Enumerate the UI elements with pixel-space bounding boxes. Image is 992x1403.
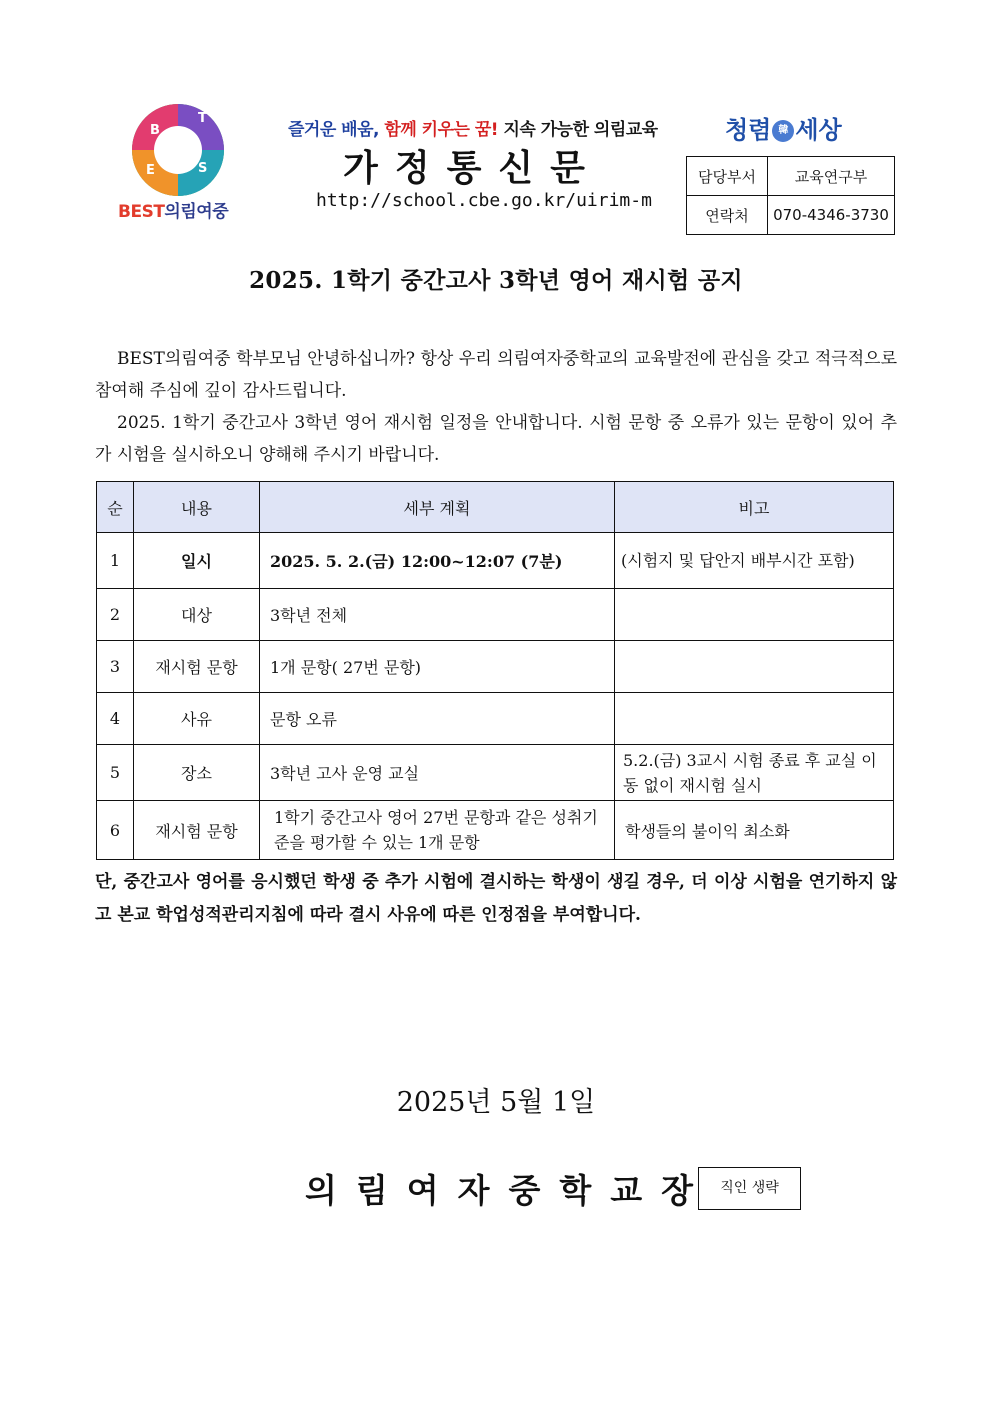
row-note bbox=[615, 589, 894, 641]
row-detail: 3학년 전체 bbox=[260, 589, 615, 641]
row-item: 재시험 문항 bbox=[134, 641, 260, 693]
schedule-table bbox=[96, 481, 894, 860]
row-detail: 1학기 중간고사 영어 27번 문항과 같은 성취기준을 평가할 수 있는 1개 문항 bbox=[260, 801, 615, 860]
logo-caption-best: BEST bbox=[118, 202, 165, 222]
logo-letter-t: T bbox=[198, 111, 207, 126]
table-row bbox=[97, 801, 894, 860]
integrity-mark-part1: 청렴 bbox=[725, 116, 772, 144]
row-note: 학생들의 불이익 최소화 bbox=[615, 801, 894, 860]
issue-date: 2025년 5월 1일 bbox=[396, 1087, 596, 1118]
row-item: 대상 bbox=[134, 589, 260, 641]
row-item: 재시험 문항 bbox=[134, 801, 260, 860]
logo-letter-e: E bbox=[146, 163, 155, 178]
emblem-icon: 韓 bbox=[772, 120, 794, 142]
row-item: 장소 bbox=[134, 745, 260, 801]
slogan bbox=[288, 115, 658, 140]
integrity-mark-part2: 세상 bbox=[795, 116, 842, 144]
row-note bbox=[615, 641, 894, 693]
school-url[interactable]: http://school.cbe.go.kr/uirim-m bbox=[316, 190, 652, 211]
absence-notice: 단, 중간고사 영어를 응시했던 학생 중 추가 시험에 결시하는 학생이 생길 경우, 더 이상 시험을 연기하지 않고 본교 학업성적관리지침에 따라 결시 사유에 따른 인정점을 부여합니다. bbox=[95, 872, 897, 925]
integrity-mark bbox=[725, 110, 865, 146]
table-row bbox=[97, 533, 894, 589]
contact-row bbox=[687, 157, 895, 196]
contact-key: 연락처 bbox=[687, 196, 768, 235]
row-detail: 3학년 고사 운영 교실 bbox=[260, 745, 615, 801]
table-row bbox=[97, 693, 894, 745]
row-no: 4 bbox=[97, 693, 134, 745]
row-no: 2 bbox=[97, 589, 134, 641]
contact-value: 교육연구부 bbox=[768, 157, 895, 196]
row-no: 6 bbox=[97, 801, 134, 860]
header-detail: 세부 계획 bbox=[260, 482, 615, 533]
row-note: 5.2.(금) 3교시 시험 종료 후 교실 이동 없이 재시험 실시 bbox=[615, 745, 894, 801]
contact-row bbox=[687, 196, 895, 235]
row-detail: 2025. 5. 2.(금) 12:00~12:07 (7분) bbox=[260, 533, 615, 589]
newsletter-title: 가정통신문 bbox=[343, 148, 602, 189]
row-note bbox=[615, 693, 894, 745]
table-row bbox=[97, 589, 894, 641]
school-logo bbox=[128, 100, 228, 200]
header-no: 순 bbox=[97, 482, 134, 533]
table-header-row bbox=[97, 482, 894, 533]
row-detail: 문항 오류 bbox=[260, 693, 615, 745]
contact-key: 담당부서 bbox=[687, 157, 768, 196]
greeting-paragraph bbox=[95, 343, 897, 407]
row-detail: 1개 문항( 27번 문항) bbox=[260, 641, 615, 693]
notice-title: 2025. 1학기 중간고사 3학년 영어 재시험 공지 bbox=[249, 267, 743, 294]
row-no: 1 bbox=[97, 533, 134, 589]
slogan-part3: 지속 가능한 의림교육 bbox=[503, 120, 658, 140]
slogan-part2: 함께 키우는 꿈! bbox=[384, 120, 499, 140]
contact-value: 070-4346-3730 bbox=[768, 196, 895, 235]
logo-caption-school: 의림여중 bbox=[164, 202, 229, 222]
paragraph-text: 2025. 1학기 중간고사 3학년 영어 재시험 일정을 안내합니다. 시험 문항 중 오류가 있는 문항이 있어 추가 시험을 실시하오니 양해해 주시기 바랍니다. bbox=[95, 413, 897, 465]
row-item: 일시 bbox=[134, 533, 260, 589]
paragraph-text: BEST의림여중 학부모님 안녕하십니까? 항상 우리 의림여자중학교의 교육발전에 관심을 갖고 적극적으로 참여해 주심에 깊이 감사드립니다. bbox=[95, 349, 897, 401]
header-item: 내용 bbox=[134, 482, 260, 533]
table-row bbox=[97, 641, 894, 693]
seal-omitted-box: 직인 생략 bbox=[698, 1167, 801, 1210]
principal-signature: 의림여자중학교장 bbox=[305, 1171, 713, 1210]
logo-letter-b: B bbox=[150, 123, 160, 138]
logo-caption bbox=[118, 197, 243, 222]
row-no: 5 bbox=[97, 745, 134, 801]
row-note: (시험지 및 답안지 배부시간 포함) bbox=[615, 533, 894, 589]
table-row bbox=[97, 745, 894, 801]
row-item: 사유 bbox=[134, 693, 260, 745]
header-note: 비고 bbox=[615, 482, 894, 533]
logo-letter-s: S bbox=[198, 161, 208, 176]
slogan-part1: 즐거운 배움, bbox=[288, 120, 379, 140]
contact-table bbox=[686, 156, 895, 235]
schedule-paragraph bbox=[95, 407, 897, 471]
row-no: 3 bbox=[97, 641, 134, 693]
